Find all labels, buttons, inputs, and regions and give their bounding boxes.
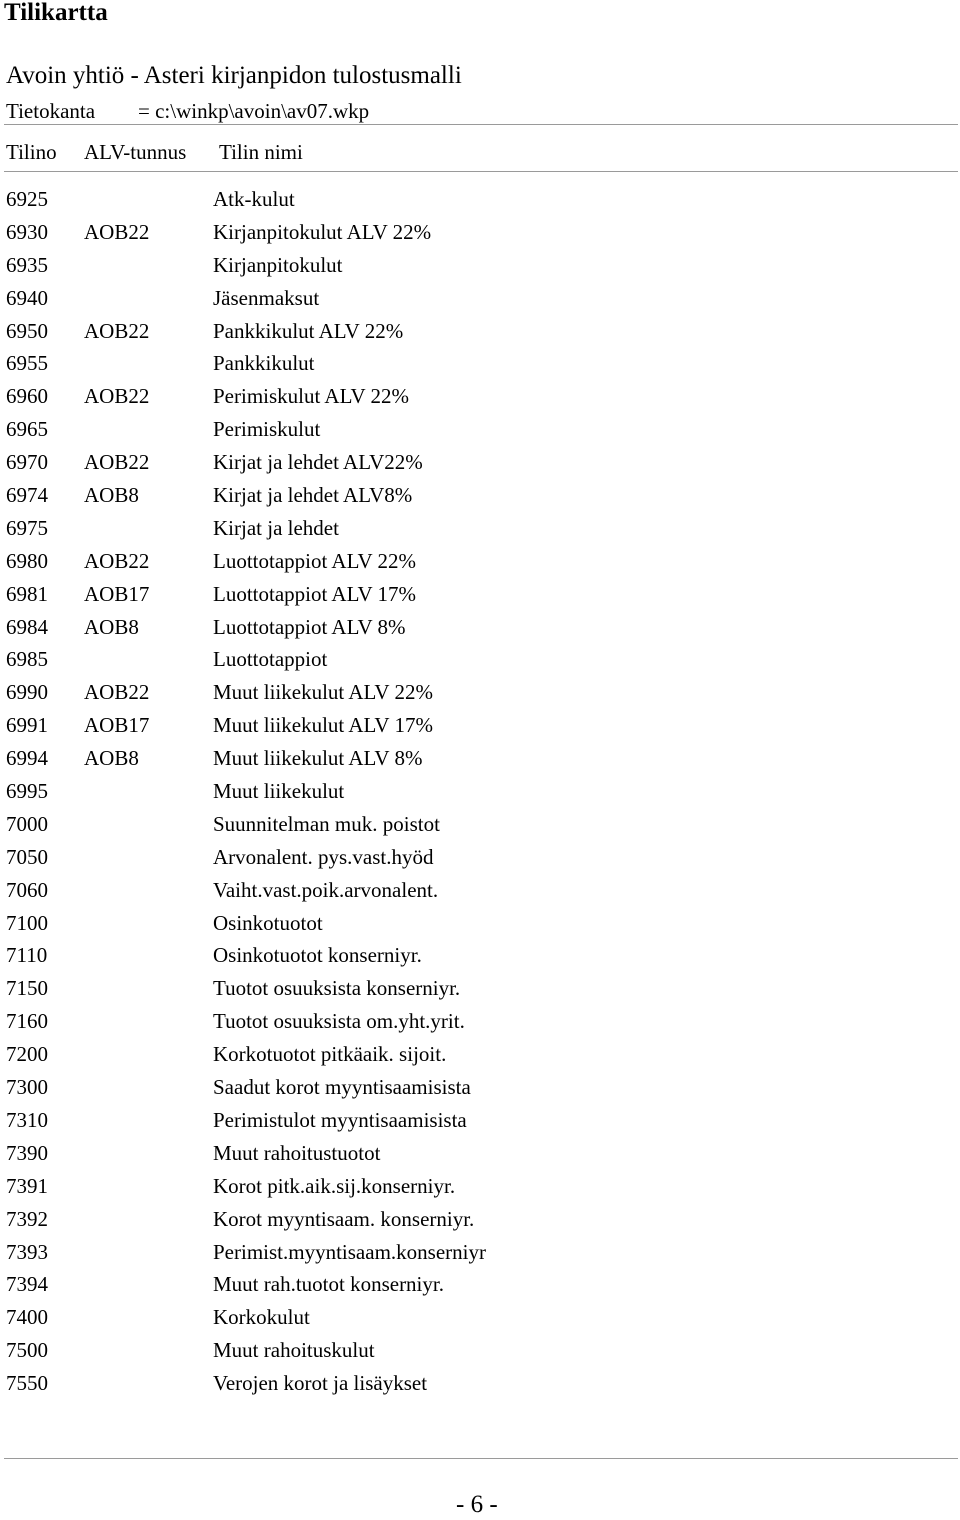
account-number: 6965 — [6, 417, 48, 442]
account-row — [6, 941, 946, 974]
account-row — [6, 547, 946, 580]
account-name: Tuotot osuuksista konserniyr. — [213, 976, 461, 1001]
account-name: Kirjat ja lehdet — [213, 515, 339, 540]
account-number: 7394 — [6, 1272, 48, 1297]
account-row — [6, 481, 946, 514]
column-header-vat: ALV-tunnus — [84, 140, 187, 164]
account-name: Arvonalent. pys.vast.hyöd — [213, 844, 434, 869]
account-name: Verojen korot ja lisäykset — [213, 1371, 428, 1396]
account-number: 7391 — [6, 1173, 48, 1198]
account-name: Osinkotuotot konserniyr. — [213, 943, 422, 968]
account-row — [6, 876, 946, 909]
account-name: Suunnitelman muk. poistot — [213, 811, 440, 836]
account-list — [6, 185, 946, 1402]
header-divider-top — [4, 124, 958, 125]
database-label: Tietokanta — [6, 99, 96, 123]
account-row — [6, 349, 946, 382]
account-number: 6950 — [6, 318, 48, 343]
account-name: Korot pitk.aik.sij.konserniyr. — [213, 1173, 456, 1198]
account-row — [6, 1369, 946, 1402]
vat-code: AOB22 — [84, 450, 150, 475]
account-number: 6960 — [6, 384, 48, 409]
vat-code: AOB22 — [84, 548, 150, 573]
account-row — [6, 1336, 946, 1369]
account-number: 7392 — [6, 1206, 48, 1231]
account-number: 7060 — [6, 877, 48, 902]
account-row — [6, 1040, 946, 1073]
account-number: 7500 — [6, 1338, 48, 1363]
account-row — [6, 580, 946, 613]
account-number: 7400 — [6, 1305, 48, 1330]
account-row — [6, 777, 946, 810]
account-row — [6, 678, 946, 711]
account-name: Vaiht.vast.poik.arvonalent. — [213, 877, 439, 902]
account-name: Pankkikulut ALV 22% — [213, 318, 404, 343]
account-number: 6930 — [6, 219, 48, 244]
account-name: Muut rah.tuotot konserniyr. — [213, 1272, 444, 1297]
account-number: 7000 — [6, 811, 48, 836]
account-name: Luottotappiot ALV 8% — [213, 614, 406, 639]
account-number: 6970 — [6, 450, 48, 475]
account-name: Jäsenmaksut — [213, 285, 320, 310]
account-row — [6, 1007, 946, 1040]
column-header-name: Tilin nimi — [219, 140, 303, 164]
account-name: Perimistulot myyntisaamisista — [213, 1107, 467, 1132]
vat-code: AOB17 — [84, 713, 150, 738]
account-number: 6985 — [6, 647, 48, 672]
account-number: 6955 — [6, 351, 48, 376]
account-row — [6, 1139, 946, 1172]
database-path: = c:\winkp\avoin\av07.wkp — [138, 99, 370, 123]
account-row — [6, 1073, 946, 1106]
account-number: 6984 — [6, 614, 48, 639]
account-number: 6975 — [6, 515, 48, 540]
account-name: Osinkotuotot — [213, 910, 323, 935]
vat-code: AOB8 — [84, 614, 139, 639]
account-name: Korot myyntisaam. konserniyr. — [213, 1206, 475, 1231]
account-name: Muut rahoituskulut — [213, 1338, 375, 1363]
account-name: Korkokulut — [213, 1305, 310, 1330]
account-row — [6, 1270, 946, 1303]
account-name: Perimist.myyntisaam.konserniyr — [213, 1239, 486, 1264]
header-divider-bottom — [4, 171, 958, 172]
account-number: 6981 — [6, 581, 48, 606]
account-number: 7150 — [6, 976, 48, 1001]
vat-code: AOB22 — [84, 384, 150, 409]
account-number: 6994 — [6, 746, 48, 771]
account-name: Muut liikekulut ALV 8% — [213, 746, 423, 771]
account-row — [6, 251, 946, 284]
account-name: Luottotappiot — [213, 647, 328, 672]
vat-code: AOB8 — [84, 483, 139, 508]
company-name: Avoin yhtiö - Asteri kirjanpidon tulostusmalli — [6, 62, 462, 89]
account-row — [6, 711, 946, 744]
account-name: Pankkikulut — [213, 351, 315, 376]
vat-code: AOB22 — [84, 318, 150, 343]
account-number: 7050 — [6, 844, 48, 869]
account-number: 6980 — [6, 548, 48, 573]
account-row — [6, 218, 946, 251]
account-number: 6925 — [6, 187, 48, 211]
account-row — [6, 1303, 946, 1336]
account-number: 6940 — [6, 285, 48, 310]
vat-code: AOB8 — [84, 746, 139, 771]
account-number: 7160 — [6, 1009, 48, 1034]
account-number: 6995 — [6, 779, 48, 804]
account-name: Muut liikekulut ALV 17% — [213, 713, 433, 738]
account-name: Saadut korot myyntisaamisista — [213, 1075, 471, 1100]
column-header-number: Tilino — [6, 140, 57, 164]
account-name: Kirjanpitokulut ALV 22% — [213, 219, 432, 244]
database-info — [6, 98, 369, 124]
footer-divider — [4, 1458, 958, 1459]
account-row — [6, 909, 946, 942]
vat-code: AOB22 — [84, 680, 150, 705]
account-row — [6, 382, 946, 415]
account-row — [6, 1106, 946, 1139]
vat-code: AOB22 — [84, 219, 150, 244]
account-number: 7310 — [6, 1107, 48, 1132]
document-title: Tilikartta — [4, 0, 108, 26]
vat-code: AOB17 — [84, 581, 150, 606]
account-row — [6, 1172, 946, 1205]
account-row — [6, 317, 946, 350]
account-row — [6, 284, 946, 317]
account-name: Luottotappiot ALV 17% — [213, 581, 417, 606]
account-name: Kirjat ja lehdet ALV8% — [213, 483, 413, 508]
page-number: - 6 - — [456, 1491, 498, 1518]
account-number: 7110 — [6, 943, 48, 968]
account-row — [6, 1238, 946, 1271]
account-number: 6991 — [6, 713, 48, 738]
account-row — [6, 415, 946, 448]
account-name: Korkotuotot pitkäaik. sijoit. — [213, 1042, 447, 1067]
account-number: 7200 — [6, 1042, 48, 1067]
account-name: Kirjanpitokulut — [213, 252, 343, 277]
account-row — [6, 744, 946, 777]
account-row — [6, 810, 946, 843]
account-row — [6, 1205, 946, 1238]
account-name: Luottotappiot ALV 22% — [213, 548, 417, 573]
account-row — [6, 613, 946, 646]
account-name: Tuotot osuuksista om.yht.yrit. — [213, 1009, 465, 1034]
account-row — [6, 448, 946, 481]
account-name: Muut liikekulut — [213, 779, 345, 804]
account-row — [6, 843, 946, 876]
account-number: 7100 — [6, 910, 48, 935]
account-row — [6, 185, 946, 218]
account-number: 7300 — [6, 1075, 48, 1100]
account-number: 6990 — [6, 680, 48, 705]
account-number: 6935 — [6, 252, 48, 277]
account-row — [6, 514, 946, 547]
account-name: Kirjat ja lehdet ALV22% — [213, 450, 423, 475]
account-name: Atk-kulut — [213, 187, 295, 211]
account-number: 7393 — [6, 1239, 48, 1264]
account-name: Muut rahoitustuotot — [213, 1140, 381, 1165]
account-row — [6, 974, 946, 1007]
account-number: 7390 — [6, 1140, 48, 1165]
account-row — [6, 645, 946, 678]
account-name: Perimiskulut ALV 22% — [213, 384, 410, 409]
account-number: 6974 — [6, 483, 48, 508]
account-name: Perimiskulut — [213, 417, 321, 442]
account-number: 7550 — [6, 1371, 48, 1396]
account-name: Muut liikekulut ALV 22% — [213, 680, 433, 705]
